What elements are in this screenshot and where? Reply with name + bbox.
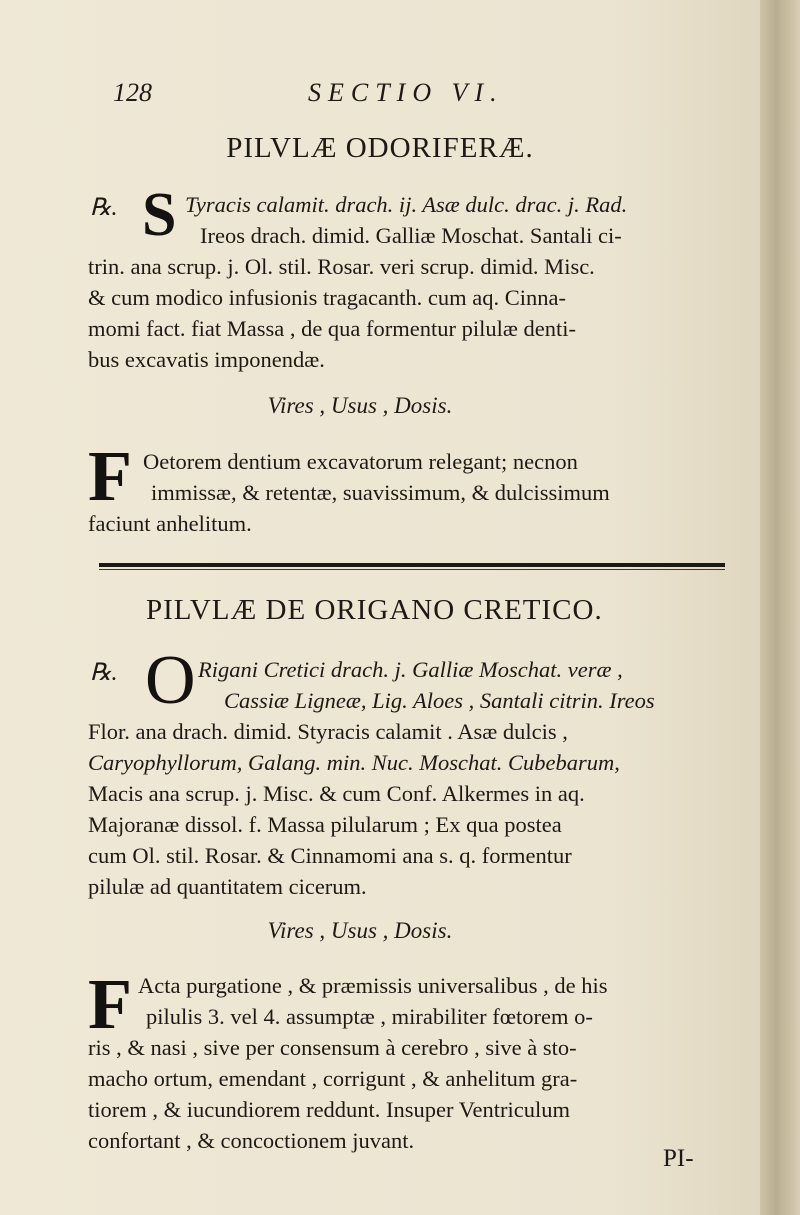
properties-text xyxy=(88,964,738,1156)
text-line: macho ortum, emendant , corrigunt , & anhelitum gra- xyxy=(88,1066,578,1091)
text-line: confortant , & concoctionem juvant. xyxy=(88,1128,415,1153)
text-line: Acta purgatione , & præmissis universalibus , de his xyxy=(138,973,608,998)
text-line: cum Ol. stil. Rosar. & Cinnamomi ana s. q. formentur xyxy=(88,843,572,868)
text-line: & cum modico infusionis tragacanth. cum aq. Cinna- xyxy=(88,285,567,310)
text-line: momi fact. fiat Massa , de qua formentur pilulæ denti- xyxy=(88,316,577,341)
text-line: Cassiæ Ligneæ, Lig. Aloes , Santali citrin. Ireos xyxy=(224,688,655,713)
text-line: pilulis 3. vel 4. assumptæ , mirabiliter fœtorem o- xyxy=(146,1004,593,1029)
divider-thin-line xyxy=(99,569,725,570)
divider-thick-line xyxy=(99,563,725,567)
subheading: Vires , Usus , Dosis. xyxy=(267,393,453,418)
section-title-odoriferae: PILVLÆ ODORIFERÆ. xyxy=(226,132,534,164)
section-divider xyxy=(99,563,725,569)
text-line: trin. ana scrup. j. Ol. stil. Rosar. veri scrup. dimid. Misc. xyxy=(88,254,595,279)
text-line: tiorem , & iucundiorem reddunt. Insuper Ventriculum xyxy=(88,1097,570,1122)
text-line: ris , & nasi , sive per consensum à cerebro , sive à sto- xyxy=(88,1035,577,1060)
drop-cap: F xyxy=(88,964,132,1044)
text-line: bus excavatis imponendæ. xyxy=(88,347,325,372)
properties-text xyxy=(88,446,738,539)
text-line: pilulæ ad quantitatem cicerum. xyxy=(88,874,367,899)
section-title-origano: PILVLÆ DE ORIGANO CRETICO. xyxy=(146,594,603,626)
text-line: Rigani Cretici drach. j. Galliæ Moschat. veræ , xyxy=(198,657,623,682)
text-line: Ireos drach. dimid. Galliæ Moschat. Santali ci- xyxy=(200,223,622,248)
recipe-text xyxy=(88,189,738,375)
drop-cap: O xyxy=(145,642,196,719)
text-line: Tyracis calamit. drach. ij. Asæ dulc. drac. j. Rad. xyxy=(185,192,628,217)
text-line: Oetorem dentium excavatorum relegant; necnon xyxy=(143,449,578,474)
text-line: Flor. ana drach. dimid. Styracis calamit . Asæ dulcis , xyxy=(88,719,568,744)
catchword: PI- xyxy=(663,1145,694,1172)
subheading: Vires , Usus , Dosis. xyxy=(267,918,453,943)
text-line: Majoranæ dissol. f. Massa pilularum ; Ex qua postea xyxy=(88,812,562,837)
running-header xyxy=(113,74,633,110)
text-line: Caryophyllorum, Galang. min. Nuc. Moschat. Cubebarum, xyxy=(88,750,620,775)
page-number: 128 xyxy=(113,78,152,107)
text-line: Macis ana scrup. j. Misc. & cum Conf. Alkermes in aq. xyxy=(88,781,585,806)
recipe-symbol: ℞. xyxy=(90,195,118,221)
text-line: immissæ, & retentæ, suavissimum, & dulcissimum xyxy=(151,480,610,505)
text-line: faciunt anhelitum. xyxy=(88,511,252,536)
book-gutter xyxy=(760,0,800,1215)
running-title: SECTIO VI. xyxy=(308,78,504,107)
recipe-text xyxy=(88,654,738,902)
recipe-symbol: ℞. xyxy=(90,660,118,686)
drop-cap: F xyxy=(88,436,132,516)
drop-cap: S xyxy=(142,181,177,249)
